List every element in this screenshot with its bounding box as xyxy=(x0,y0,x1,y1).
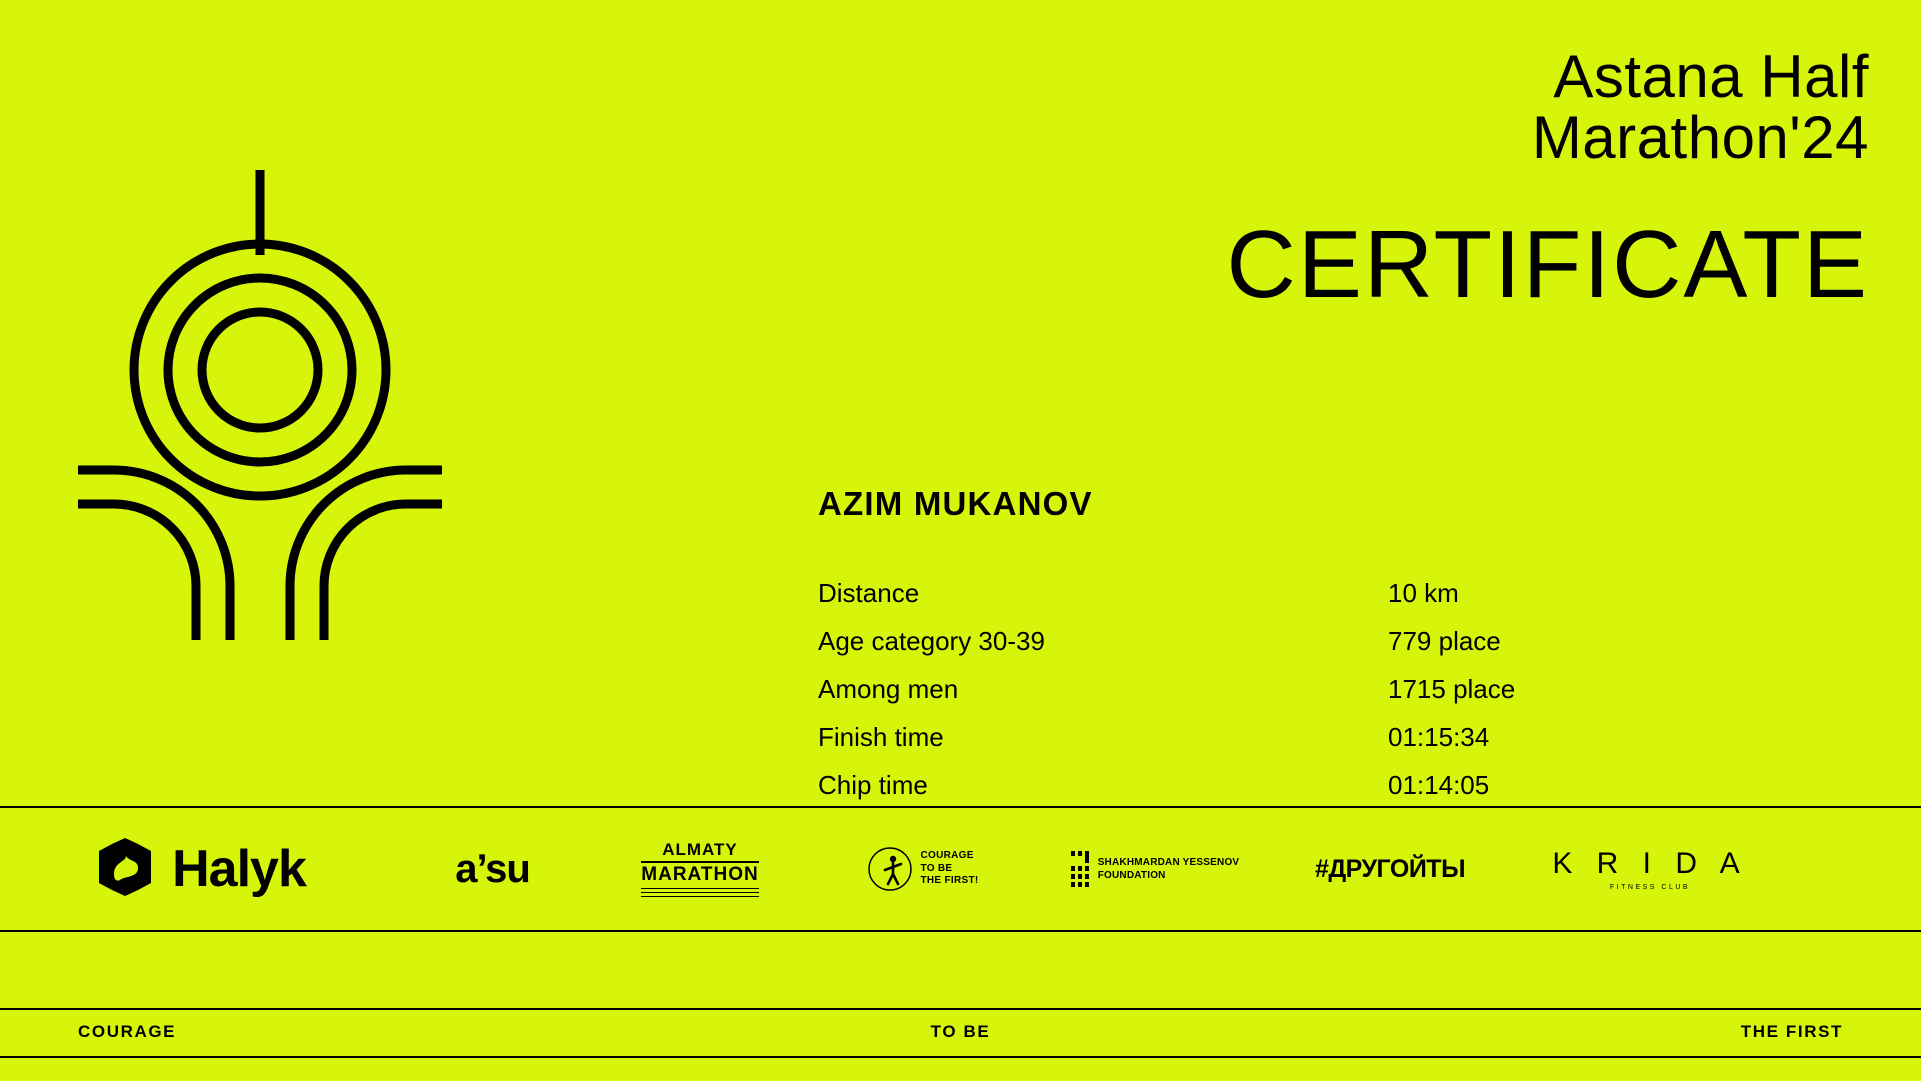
sponsor-logo-krida xyxy=(1500,808,1800,930)
divider-slogan-bottom xyxy=(0,1056,1921,1058)
slogan-center: TO BE xyxy=(930,1022,991,1041)
participant-name: AZIM MUKANOV xyxy=(818,485,1093,522)
result-label: Finish time xyxy=(818,722,944,752)
slogan-right: THE FIRST xyxy=(1740,1022,1843,1041)
divider-mid xyxy=(0,930,1921,932)
corporate-fund-line-3: THE FIRST! xyxy=(920,875,979,887)
corporate-fund-line-1: COURAGE xyxy=(920,850,974,862)
asu-wordmark: a’su xyxy=(455,846,530,891)
sponsor-logo-almaty-marathon xyxy=(585,808,815,930)
halyk-wordmark: Halyk xyxy=(172,840,306,898)
almaty-divider xyxy=(641,861,758,863)
yessenov-line-2: FOUNDATION xyxy=(1097,870,1166,881)
yessenov-mark-icon xyxy=(1071,851,1089,887)
result-value: 779 place xyxy=(1388,626,1501,656)
result-value: 01:14:05 xyxy=(1388,770,1490,800)
sponsor-logo-corporate-fund xyxy=(815,808,1030,930)
document-type-heading: CERTIFICATE xyxy=(1226,211,1869,318)
slogan-bar xyxy=(0,1010,1921,1054)
slogan-left: COURAGE xyxy=(78,1022,177,1041)
result-row xyxy=(818,722,1678,753)
event-title-line-1: Astana Half xyxy=(1553,43,1869,110)
result-label: Distance xyxy=(818,578,920,608)
sponsor-logo-drugoyty xyxy=(1280,808,1500,930)
halyk-mark-icon xyxy=(94,836,156,903)
result-row xyxy=(818,626,1678,657)
corporate-fund-line-2: TO BE xyxy=(920,862,953,874)
result-row xyxy=(818,578,1678,609)
almaty-marathon-line-1: ALMATY xyxy=(662,839,738,859)
result-label: Among men xyxy=(818,674,959,704)
result-value: 1715 place xyxy=(1388,674,1516,704)
krida-wordmark: K R I D A xyxy=(1552,847,1748,880)
almaty-marathon-line-2: MARATHON xyxy=(641,863,759,885)
result-row xyxy=(818,770,1678,801)
sponsor-logo-halyk xyxy=(0,808,400,930)
result-label: Age category 30-39 xyxy=(818,626,1045,656)
result-row xyxy=(818,674,1678,705)
sponsor-strip xyxy=(0,808,1921,930)
event-title xyxy=(1531,43,1869,172)
corporate-fund-text xyxy=(921,850,979,888)
corporate-fund-mark-icon xyxy=(867,846,913,892)
result-value: 01:15:34 xyxy=(1388,722,1490,752)
drugoyty-wordmark: #ДРУГОЙТЫ xyxy=(1314,854,1466,883)
result-label: Chip time xyxy=(818,770,928,800)
sponsor-logo-yessenov-foundation xyxy=(1030,808,1280,930)
sponsor-logo-asu xyxy=(400,808,585,930)
krida-subtitle: FITNESS CLUB xyxy=(1609,884,1691,891)
yessenov-line-1: SHAKHMARDAN YESSENOV xyxy=(1097,857,1240,868)
results-list xyxy=(818,578,1678,818)
event-emblem-icon xyxy=(78,170,498,640)
yessenov-foundation-text xyxy=(1098,856,1240,882)
result-value: 10 km xyxy=(1388,578,1459,608)
almaty-hatch-lines xyxy=(641,888,758,897)
event-title-line-2: Marathon'24 xyxy=(1531,104,1869,172)
